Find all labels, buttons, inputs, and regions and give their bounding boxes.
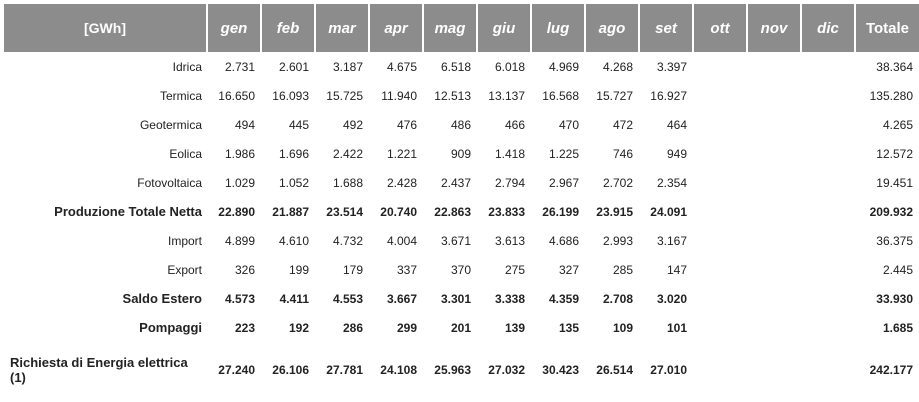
table-row [4, 81, 919, 110]
value-cell: 192 [288, 320, 309, 335]
value-cell [801, 342, 855, 398]
value-cell: 16.568 [542, 88, 579, 103]
table-row [4, 139, 919, 168]
month-header-mag: mag [423, 4, 477, 52]
value-cell: 1.221 [386, 146, 417, 161]
value-cell: 1.986 [224, 146, 255, 161]
value-cell: 370 [450, 262, 471, 277]
month-header-feb: feb [261, 4, 315, 52]
value-cell: 16.093 [272, 88, 309, 103]
value-cell: 2.601 [278, 59, 309, 74]
row-label: Richiesta di Energia elettrica (1) [10, 355, 188, 385]
month-header-mar: mar [315, 4, 369, 52]
value-cell: 4.610 [278, 233, 309, 248]
value-cell: 285 [612, 262, 633, 277]
value-cell: 27.032 [488, 363, 525, 377]
value-cell [801, 168, 855, 197]
value-cell: 746 [612, 146, 633, 161]
value-cell [747, 313, 801, 342]
row-label: Geotermica [139, 117, 202, 132]
value-cell: 109 [612, 320, 633, 335]
value-cell: 6.518 [440, 59, 471, 74]
value-cell [693, 197, 747, 226]
value-cell: 23.514 [326, 204, 363, 219]
value-cell: 2.702 [602, 175, 633, 190]
value-cell: 4.268 [602, 59, 633, 74]
value-cell [747, 168, 801, 197]
value-cell [693, 81, 747, 110]
value-cell: 2.422 [332, 146, 363, 161]
table-row [4, 255, 919, 284]
table-body [4, 52, 919, 398]
value-cell: 4.732 [332, 233, 363, 248]
table-row [4, 284, 919, 313]
value-cell: 486 [450, 117, 471, 132]
value-cell: 3.671 [440, 233, 471, 248]
value-cell: 1.052 [278, 175, 309, 190]
value-cell: 492 [342, 117, 363, 132]
value-cell [693, 139, 747, 168]
value-cell: 26.514 [596, 363, 633, 377]
value-cell: 4.573 [224, 291, 255, 306]
table-row [4, 342, 919, 398]
month-header-giu: giu [477, 4, 531, 52]
unit-header: [GWh] [4, 4, 207, 52]
value-cell: 470 [558, 117, 579, 132]
value-cell: 3.301 [440, 291, 471, 306]
value-cell: 139 [504, 320, 525, 335]
value-cell: 3.667 [386, 291, 417, 306]
value-cell: 24.108 [380, 363, 417, 377]
total-cell: 135.280 [869, 88, 913, 103]
value-cell [747, 342, 801, 398]
value-cell [801, 284, 855, 313]
value-cell: 6.018 [494, 59, 525, 74]
value-cell [801, 197, 855, 226]
value-cell: 22.890 [218, 204, 255, 219]
value-cell: 4.899 [224, 233, 255, 248]
value-cell: 30.423 [542, 363, 579, 377]
value-cell: 27.781 [326, 363, 363, 377]
total-cell: 19.451 [876, 175, 913, 190]
value-cell: 286 [342, 320, 363, 335]
value-cell [693, 110, 747, 139]
value-cell: 3.167 [656, 233, 687, 248]
value-cell: 20.740 [380, 204, 417, 219]
value-cell: 3.397 [656, 59, 687, 74]
value-cell: 15.725 [326, 88, 363, 103]
value-cell: 2.708 [602, 291, 633, 306]
value-cell: 327 [558, 262, 579, 277]
total-cell: 4.265 [882, 117, 913, 132]
value-cell: 2.993 [602, 233, 633, 248]
month-header-gen: gen [207, 4, 261, 52]
total-cell: 2.445 [882, 262, 913, 277]
row-label: Idrica [172, 59, 202, 74]
value-cell: 12.513 [434, 88, 471, 103]
month-header-dic: dic [801, 4, 855, 52]
row-label: Pompaggi [139, 320, 202, 335]
table-row [4, 313, 919, 342]
value-cell: 4.359 [548, 291, 579, 306]
value-cell: 1.418 [494, 146, 525, 161]
value-cell: 464 [666, 117, 687, 132]
value-cell: 1.688 [332, 175, 363, 190]
value-cell [747, 139, 801, 168]
value-cell: 23.915 [596, 204, 633, 219]
month-header-ott: ott [693, 4, 747, 52]
value-cell: 3.613 [494, 233, 525, 248]
value-cell: 2.437 [440, 175, 471, 190]
value-cell: 179 [342, 262, 363, 277]
value-cell [747, 81, 801, 110]
value-cell: 4.969 [548, 59, 579, 74]
total-cell: 242.177 [869, 363, 913, 377]
value-cell: 3.020 [656, 291, 687, 306]
value-cell [801, 139, 855, 168]
value-cell: 16.650 [218, 88, 255, 103]
value-cell: 476 [396, 117, 417, 132]
value-cell: 949 [666, 146, 687, 161]
value-cell: 466 [504, 117, 525, 132]
value-cell [747, 284, 801, 313]
value-cell [801, 255, 855, 284]
value-cell: 2.731 [224, 59, 255, 74]
month-header-lug: lug [531, 4, 585, 52]
total-cell: 36.375 [876, 233, 913, 248]
row-label: Import [167, 233, 202, 248]
value-cell: 4.411 [279, 291, 309, 306]
value-cell: 135 [558, 320, 579, 335]
value-cell: 4.004 [386, 233, 417, 248]
value-cell: 2.967 [548, 175, 579, 190]
value-cell [747, 226, 801, 255]
row-label: Produzione Totale Netta [54, 204, 202, 219]
month-header-nov: nov [747, 4, 801, 52]
value-cell: 25.963 [434, 363, 471, 377]
value-cell: 26.106 [272, 363, 309, 377]
table-row [4, 52, 919, 81]
value-cell [693, 284, 747, 313]
value-cell [747, 197, 801, 226]
value-cell [747, 52, 801, 81]
row-label: Fotovoltaica [137, 175, 202, 190]
value-cell: 27.010 [650, 363, 687, 377]
table-row [4, 110, 919, 139]
value-cell: 13.137 [488, 88, 525, 103]
value-cell [693, 342, 747, 398]
value-cell: 1.696 [278, 146, 309, 161]
value-cell: 337 [396, 262, 417, 277]
row-label: Saldo Estero [122, 291, 202, 306]
value-cell: 3.338 [494, 291, 525, 306]
value-cell: 1.029 [224, 175, 255, 190]
value-cell [747, 255, 801, 284]
value-cell: 4.553 [332, 291, 363, 306]
value-cell: 299 [396, 320, 417, 335]
value-cell [801, 313, 855, 342]
value-cell: 1.225 [548, 146, 579, 161]
value-cell [693, 168, 747, 197]
value-cell: 2.794 [494, 175, 525, 190]
value-cell [801, 110, 855, 139]
value-cell: 22.863 [434, 204, 471, 219]
row-label: Export [167, 262, 202, 277]
value-cell: 21.887 [272, 204, 309, 219]
value-cell [693, 226, 747, 255]
total-cell: 12.572 [876, 146, 913, 161]
value-cell: 11.940 [381, 88, 417, 103]
value-cell: 101 [666, 320, 687, 335]
value-cell: 16.927 [650, 88, 687, 103]
value-cell [693, 313, 747, 342]
value-cell: 2.428 [386, 175, 417, 190]
month-header-ago: ago [585, 4, 639, 52]
row-label: Termica [159, 88, 202, 103]
value-cell: 199 [288, 262, 309, 277]
value-cell: 15.727 [596, 88, 633, 103]
month-header-apr: apr [369, 4, 423, 52]
value-cell: 494 [234, 117, 255, 132]
value-cell: 2.354 [656, 175, 687, 190]
value-cell [801, 81, 855, 110]
row-label: Eolica [169, 146, 202, 161]
value-cell: 3.187 [332, 59, 363, 74]
value-cell: 23.833 [488, 204, 525, 219]
total-cell: 38.364 [876, 59, 913, 74]
header-row [4, 4, 919, 52]
total-cell: 209.932 [869, 204, 913, 219]
value-cell [801, 52, 855, 81]
value-cell: 201 [450, 320, 471, 335]
total-cell: 1.685 [882, 320, 913, 335]
energy-balance-table [4, 4, 919, 398]
value-cell: 472 [612, 117, 633, 132]
value-cell [693, 52, 747, 81]
value-cell: 147 [666, 262, 687, 277]
value-cell: 26.199 [542, 204, 579, 219]
value-cell: 223 [234, 320, 255, 335]
month-header-set: set [639, 4, 693, 52]
value-cell [747, 110, 801, 139]
value-cell [693, 255, 747, 284]
value-cell: 27.240 [218, 363, 255, 377]
value-cell: 909 [450, 146, 471, 161]
value-cell: 326 [234, 262, 255, 277]
total-cell: 33.930 [876, 291, 913, 306]
value-cell: 445 [288, 117, 309, 132]
value-cell [801, 226, 855, 255]
table-row [4, 197, 919, 226]
value-cell: 4.675 [386, 59, 417, 74]
value-cell: 24.091 [650, 204, 687, 219]
value-cell: 4.686 [548, 233, 579, 248]
value-cell: 275 [504, 262, 525, 277]
total-header: Totale [855, 4, 919, 52]
table-row [4, 226, 919, 255]
table-row [4, 168, 919, 197]
